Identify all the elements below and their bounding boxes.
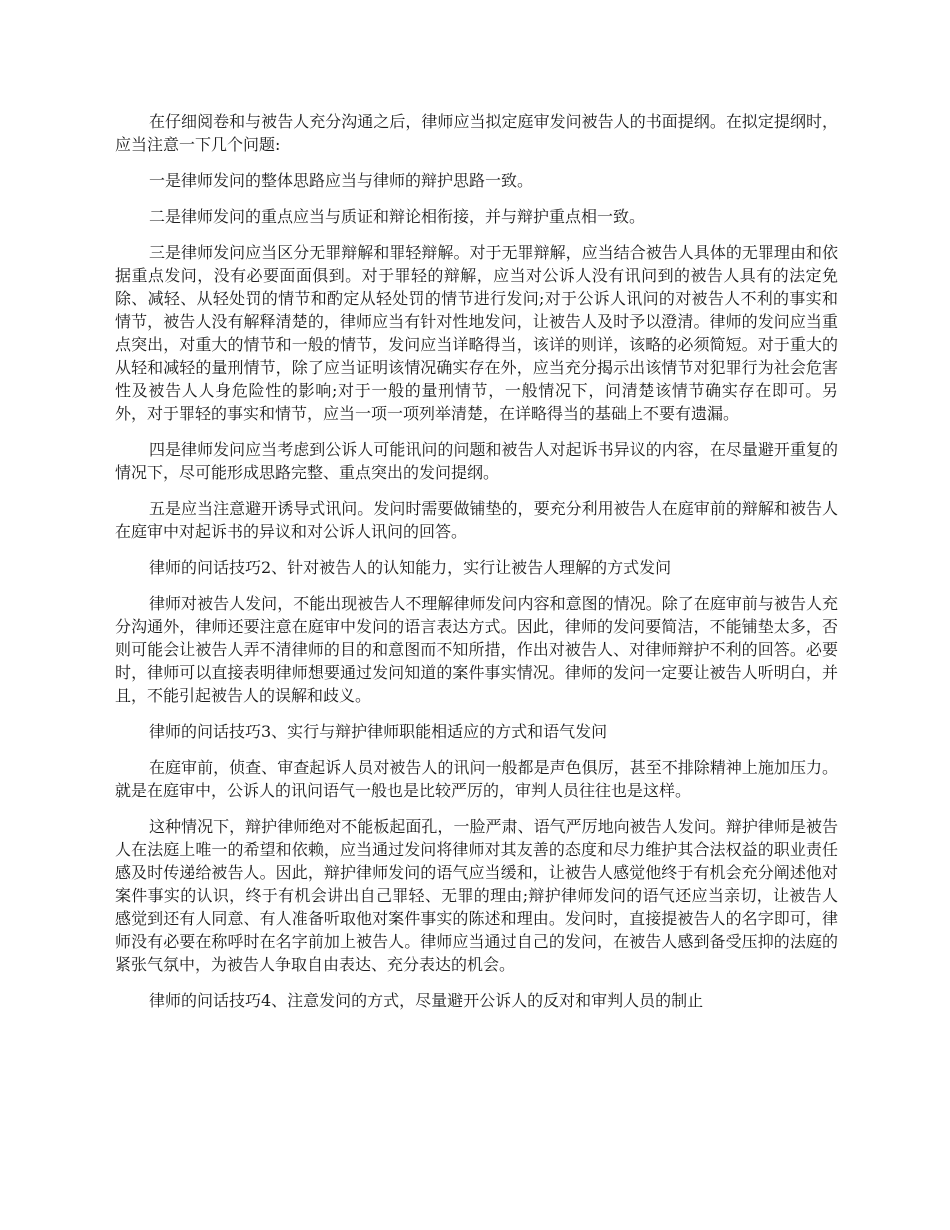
paragraph-intro: 在仔细阅卷和与被告人充分沟通之后，律师应当拟定庭审发问被告人的书面提纲。在拟定提纲时，应当注意一下几个问题: [115,112,838,154]
paragraph-technique-3-body-1: 在庭审前，侦查、审查起诉人员对被告人的讯问一般都是声色俱厉，甚至不排除精神上施加压力。就是在庭审中，公诉人的讯问语气一般也是比较严厉的，审判人员往往也是这样。 [115,758,838,800]
paragraph-technique-3-body-2: 这种情况下，辩护律师绝对不能板起面孔，一脸严肃、语气严厉地向被告人发问。辩护律师是被告人在法庭上唯一的希望和依赖，应当通过发问将律师对其友善的态度和尽力维护其合法权益的职业责任感及时传递给被告人。因此，辩护律师发问的语气应当缓和，让被告人感觉他终于有机会充分阐述他对案件事实的认识，终于有机会讲出自己罪轻、无罪的理由;辩护律师发问的语气还应当亲切，让被告人感觉到还有人同意、有人准备听取他对案件事实的陈述和理由。发问时，直接提被告人的名字即可，律师没有必要在称呼时在名字前加上被告人。律师应当通过自己的发问，在被告人感到备受压抑的法庭的紧张气氛中，为被告人争取自由表达、充分表达的机会。 [115,817,838,974]
section-heading-technique-4: 律师的问话技巧4、注意发问的方式，尽量避开公诉人的反对和审判人员的制止 [149,991,704,1010]
section-heading-technique-2: 律师的问话技巧2、针对被告人的认知能力，实行让被告人理解的方式发问 [149,558,672,577]
paragraph-point-3: 三是律师发问应当区分无罪辩解和罪轻辩解。对于无罪辩解，应当结合被告人具体的无罪理由和依据重点发问，没有必要面面俱到。对于罪轻的辩解，应当对公诉人没有讯问到的被告人具有的法定免除、减轻、从轻处罚的情节和酌定从轻处罚的情节进行发问;对于公诉人讯问的对被告人不利的事实和情节，被告人没有解释清楚的，律师应当有针对性地发问，让被告人及时予以澄清。律师的发问应当重点突出，对重大的情节和一般的情节，发问应当详略得当，该详的则详，该略的必须简短。对于重大的从轻和减轻的量刑情节，除了应当证明该情况确实存在外，应当充分揭示出该情节对犯罪行为社会危害性及被告人人身危险性的影响;对于一般的量刑情节，一般情况下，问清楚该情节确实存在即可。另外，对于罪轻的事实和情节，应当一项一项列举清楚，在详略得当的基础上不要有遗漏。 [115,243,838,423]
paragraph-technique-2-body: 律师对被告人发问，不能出现被告人不理解律师发问内容和意图的情况。除了在庭审前与被告人充分沟通外，律师还要注意在庭审中发问的语言表达方式。因此，律师的发问要简洁，不能铺垫太多，否则可能会让被告人弄不清律师的目的和意图而不知所措，作出对被告人、对律师辩护不利的回答。必要时，律师可以直接表明律师想要通过发问知道的案件事实情况。律师的发问一定要让被告人听明白，并且，不能引起被告人的误解和歧义。 [115,594,838,705]
paragraph-point-1: 一是律师发问的整体思路应当与律师的辩护思路一致。 [149,171,534,190]
paragraph-point-4: 四是律师发问应当考虑到公诉人可能讯问的问题和被告人对起诉书异议的内容，在尽量避开重复的情况下，尽可能形成思路完整、重点突出的发问提纲。 [115,440,838,482]
paragraph-point-5: 五是应当注意避开诱导式讯问。发问时需要做铺垫的，要充分利用被告人在庭审前的辩解和被告人在庭审中对起诉书的异议和对公诉人讯问的回答。 [115,499,838,541]
section-heading-technique-3: 律师的问话技巧3、实行与辩护律师职能相适应的方式和语气发问 [149,722,608,741]
paragraph-point-2: 二是律师发问的重点应当与质证和辩论相衔接，并与辩护重点相一致。 [149,207,646,226]
